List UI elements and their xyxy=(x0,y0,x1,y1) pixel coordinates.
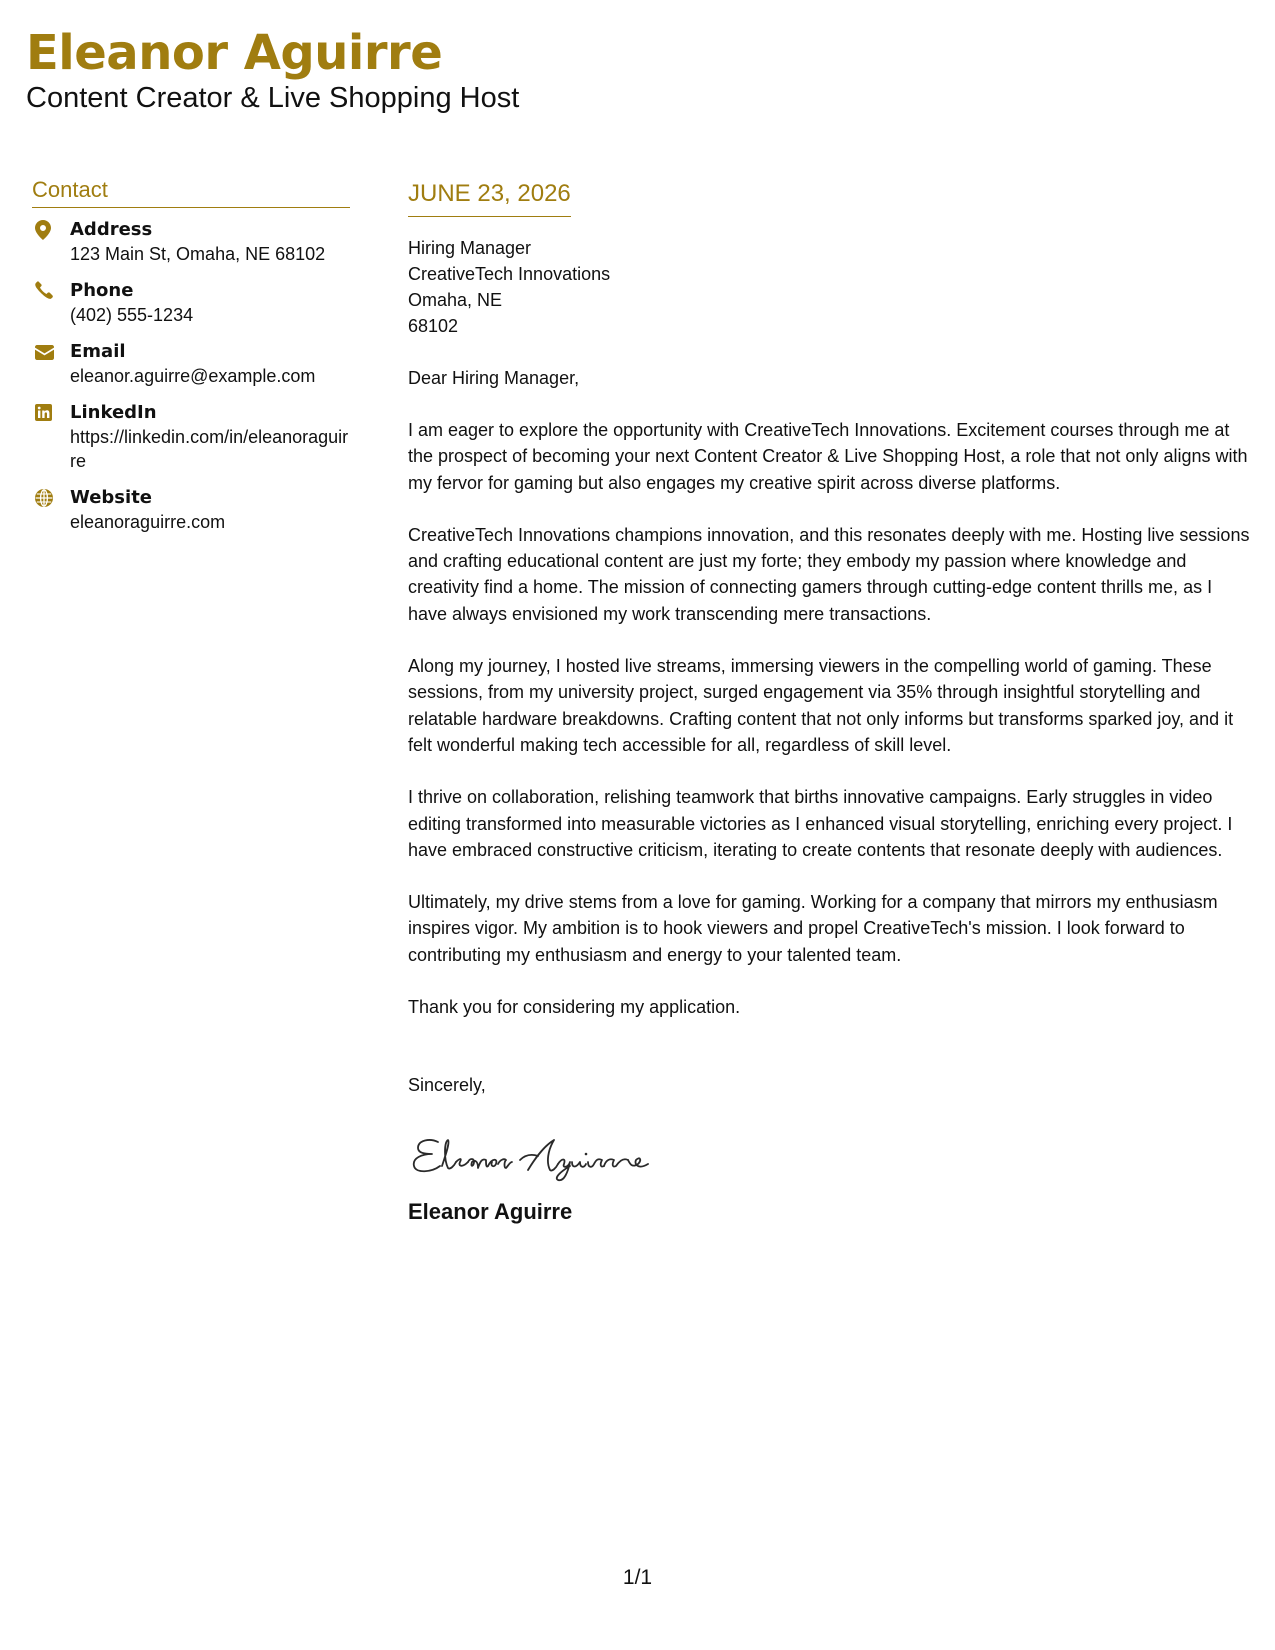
contact-item-email xyxy=(32,340,350,388)
recipient-line: Omaha, NE xyxy=(408,290,503,310)
website-value[interactable]: eleanoraguirre.com xyxy=(70,512,226,532)
phone-value: (402) 555-1234 xyxy=(70,305,194,325)
contact-label: Address xyxy=(70,219,153,240)
candidate-name: Eleanor Aguirre xyxy=(26,25,443,81)
contact-label: Website xyxy=(70,487,153,508)
recipient-line: 68102 xyxy=(408,316,459,336)
salutation: Dear Hiring Manager, xyxy=(408,368,580,388)
contact-title: Contact xyxy=(32,176,350,208)
letter-paragraph: Thank you for considering my application. xyxy=(408,997,741,1018)
contact-item-phone xyxy=(32,279,350,327)
linkedin-value[interactable]: https://linkedin.com/in/eleanoraguirre xyxy=(70,427,349,471)
envelope-icon xyxy=(32,340,70,360)
recipient-line: CreativeTech Innovations xyxy=(408,264,611,284)
globe-icon xyxy=(32,486,70,507)
letter-paragraph: I am eager to explore the opportunity with CreativeTech Innovations. Excitement courses through me at the prospect of becoming your next Content Creator & Live Shopping Host, a role that not only aligns with my fervor for gaming but also engages my creative spirit across diverse platforms. xyxy=(408,420,1248,493)
letter-paragraph: Along my journey, I hosted live streams, immersing viewers in the compelling world of gaming. These sessions, from my university project, surged engagement via 35% through insightful storytelling and relatable hardware breakdowns. Crafting content that not only informs but transforms sparked joy, and it felt wonderful making tech accessible for all, regardless of skill level. xyxy=(408,656,1234,755)
closing: Sincerely, xyxy=(408,1075,486,1096)
letter-body xyxy=(408,178,1250,1226)
contact-label: Phone xyxy=(70,280,134,301)
recipient-line: Hiring Manager xyxy=(408,238,532,258)
phone-icon xyxy=(32,279,70,299)
contact-item-address xyxy=(32,218,350,266)
letter-paragraph: CreativeTech Innovations champions innovation, and this resonates deeply with me. Hosting live sessions and crafting educational content are just my forte; they embody my passion where knowledge and creativity find a home. The mission of connecting gamers through cutting-edge content thrills me, as I have always envisioned my work transcending mere transactions. xyxy=(408,524,1250,624)
map-pin-icon xyxy=(32,218,70,240)
header xyxy=(26,24,519,116)
recipient-block xyxy=(408,235,1250,339)
letter-paragraph: I thrive on collaboration, relishing teamwork that births innovative campaigns. Early struggles in video editing transformed into measurable victories as I enhanced visual storytelling, enriching every project. I have embraced constructive criticism, iterating to create contents that resonate deeply with audiences. xyxy=(408,787,1233,860)
contact-sidebar xyxy=(32,176,350,547)
handwritten-signature xyxy=(408,1124,1250,1184)
letter-date: JUNE 23, 2026 xyxy=(408,178,571,217)
letter-paragraph: Ultimately, my drive stems from a love for gaming. Working for a company that mirrors my enthusiasm inspires vigor. My ambition is to hook viewers and propel CreativeTech's mission. I look forward to contributing my enthusiasm and energy to your talented team. xyxy=(408,892,1218,965)
page-number: 1/1 xyxy=(622,1566,653,1589)
signer-name: Eleanor Aguirre xyxy=(408,1199,573,1225)
contact-label: LinkedIn xyxy=(70,402,157,423)
contact-item-linkedin xyxy=(32,401,350,473)
candidate-role: Content Creator & Live Shopping Host xyxy=(26,82,520,114)
address-value: 123 Main St, Omaha, NE 68102 xyxy=(70,244,326,264)
linkedin-icon xyxy=(32,401,70,421)
contact-label: Email xyxy=(70,341,126,362)
contact-item-website xyxy=(32,486,350,534)
email-value: eleanor.aguirre@example.com xyxy=(70,366,316,386)
